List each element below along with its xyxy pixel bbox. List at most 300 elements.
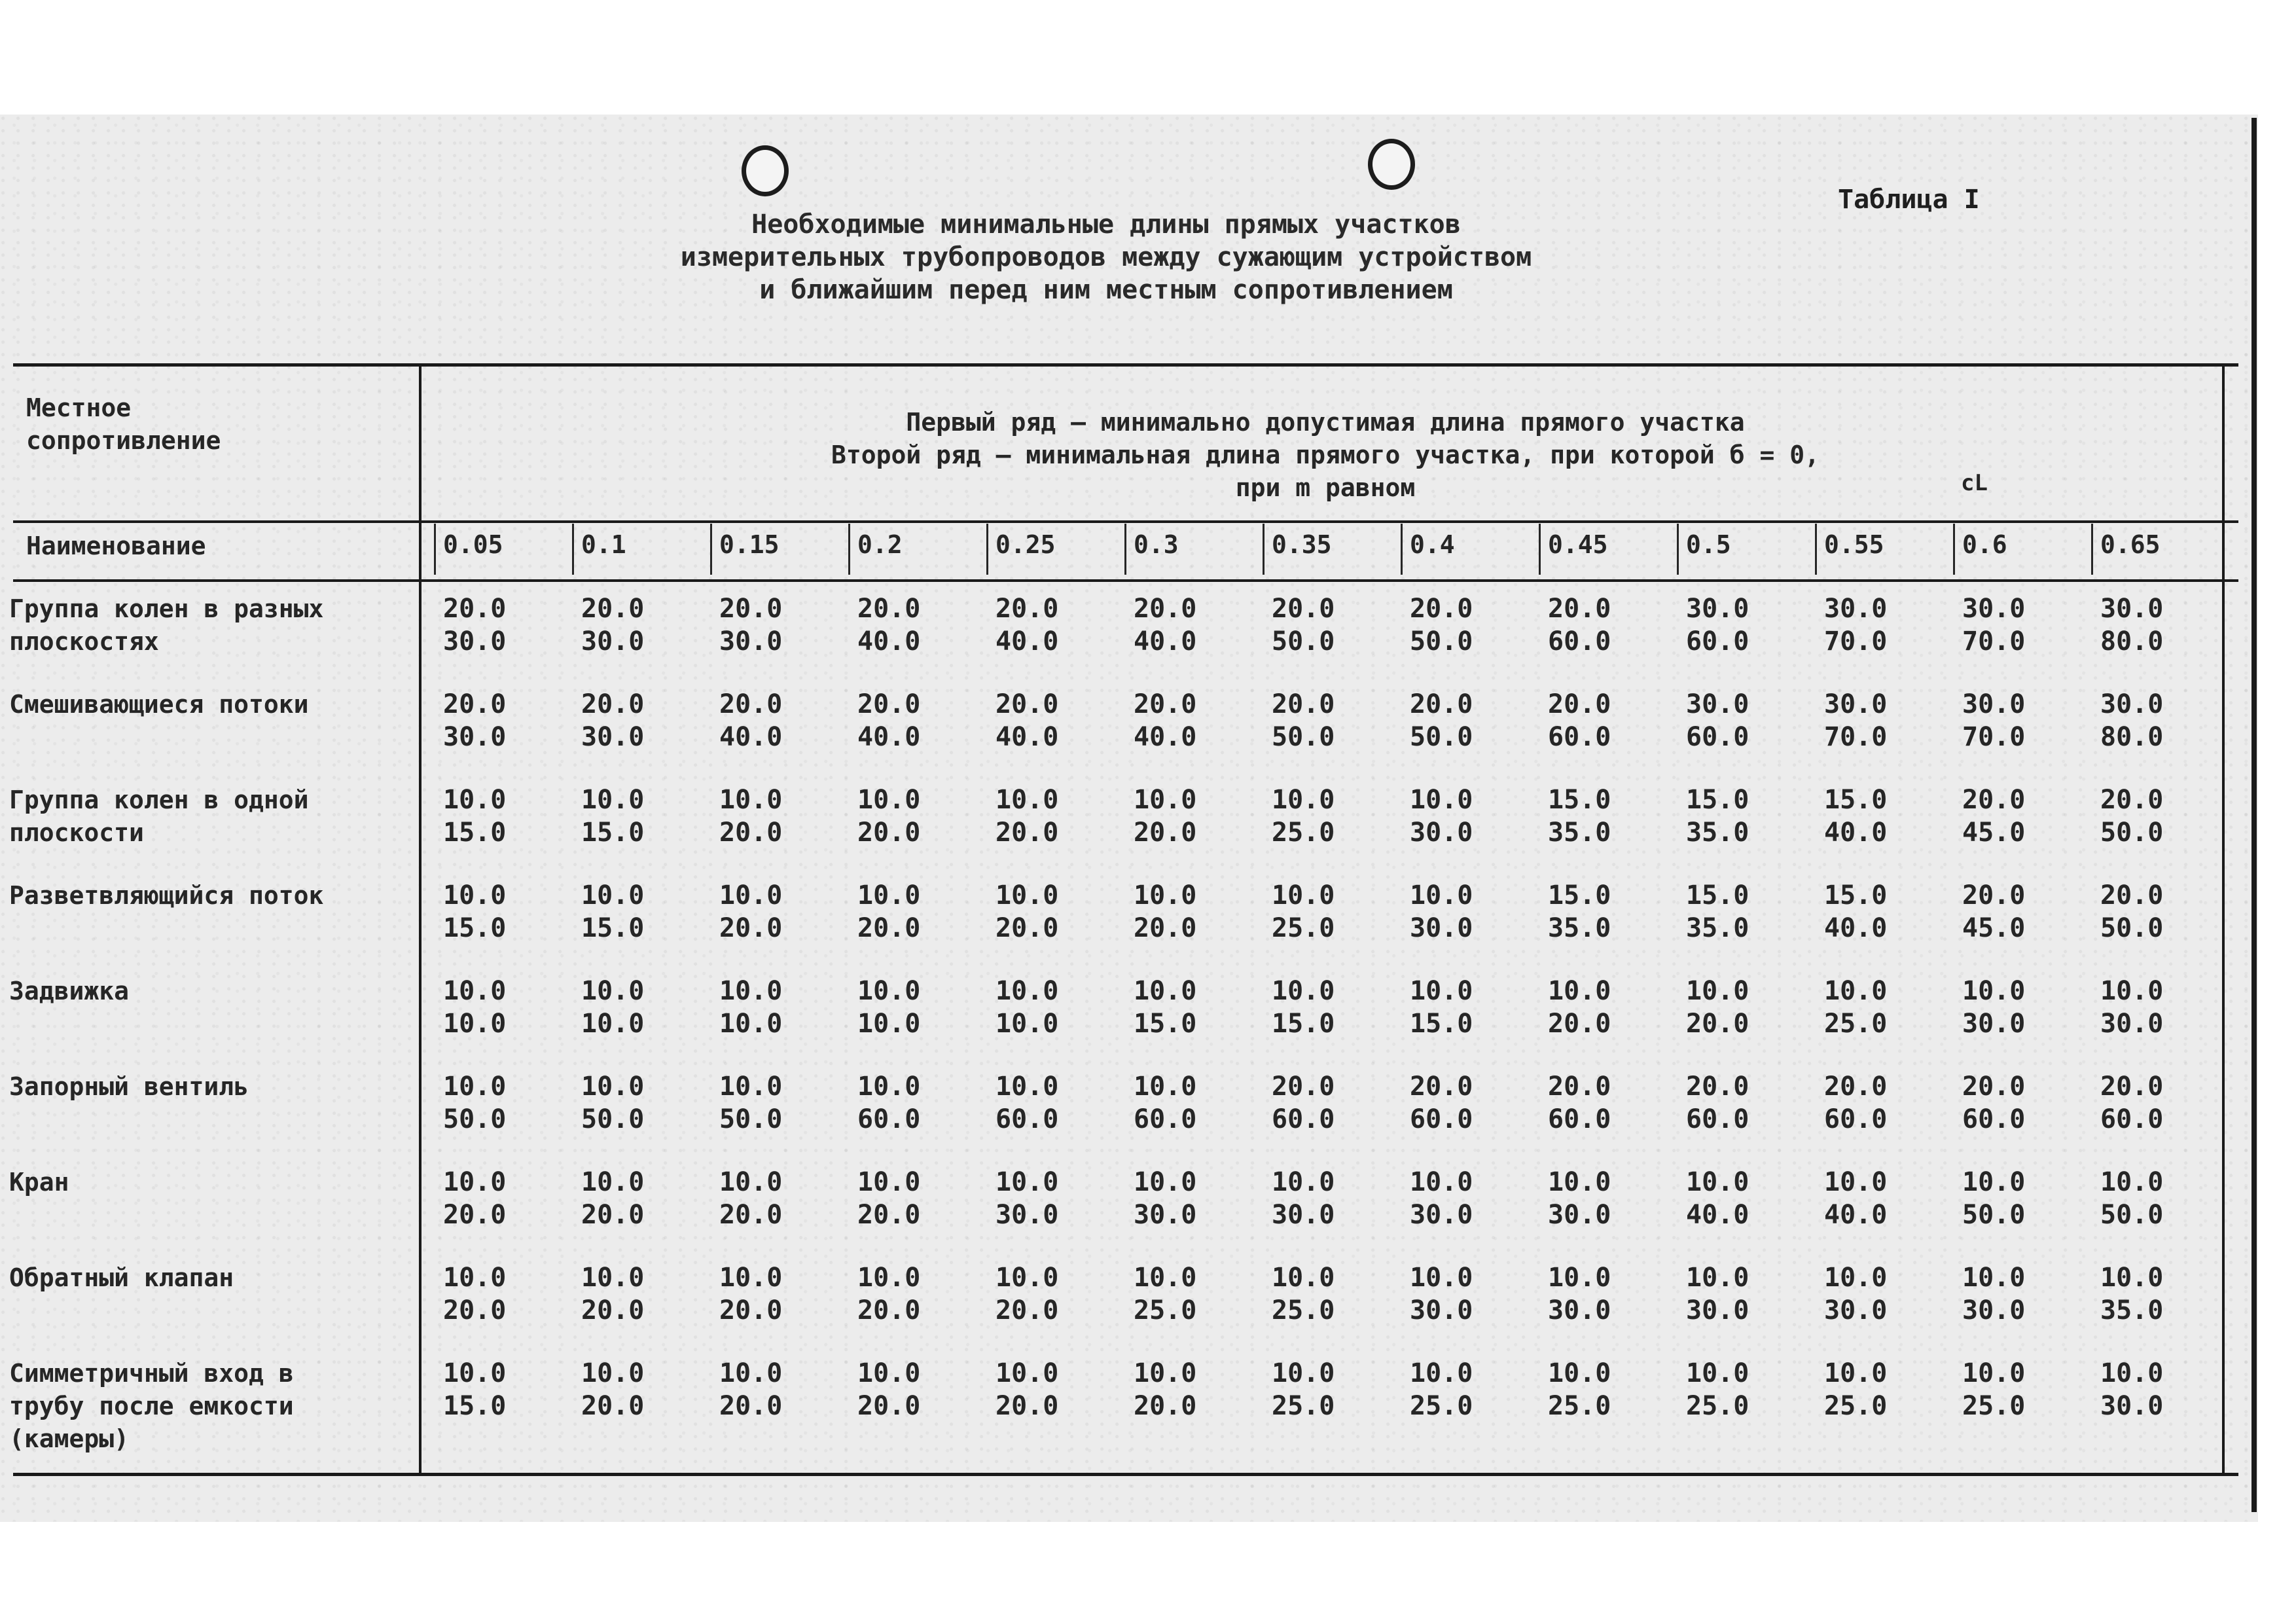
rows-explanation-header <box>425 406 2225 504</box>
second-row-value: 30.0 <box>443 626 507 657</box>
first-row-value: 10.0 <box>1686 1358 1749 1388</box>
second-row-value: 30.0 <box>1272 1200 1335 1230</box>
first-row-value: 10.0 <box>1410 880 1473 911</box>
title-line-3: и ближайшим перед ним местным сопротивлением <box>759 275 1453 305</box>
first-row-value: 20.0 <box>1962 785 2026 815</box>
first-row-value: 10.0 <box>719 880 783 911</box>
first-row-value: 20.0 <box>2100 880 2164 911</box>
second-row-value: 60.0 <box>1824 1104 1888 1134</box>
length-cell <box>1257 592 1382 658</box>
second-row-value: 20.0 <box>996 913 1059 943</box>
first-row-value: 10.0 <box>581 1358 645 1388</box>
binder-hole-left <box>742 145 789 196</box>
first-row-value: 10.0 <box>1272 976 1335 1006</box>
length-cell <box>1534 784 1658 849</box>
length-cell <box>2086 688 2210 753</box>
first-row-value: 10.0 <box>2100 976 2164 1006</box>
length-cell <box>1257 975 1382 1040</box>
length-cell <box>1534 975 1658 1040</box>
length-cell <box>1395 1166 1520 1231</box>
column-header-m: 0.4 <box>1410 530 1455 559</box>
binder-hole-right <box>1368 139 1415 190</box>
second-row-value: 20.0 <box>1134 1391 1197 1421</box>
length-cell <box>843 1166 967 1231</box>
first-row-value: 10.0 <box>1410 1167 1473 1197</box>
column-header-m: 0.15 <box>719 530 780 559</box>
table-top-rule <box>13 363 2238 367</box>
table-bottom-rule <box>13 1473 2238 1476</box>
resistance-name-line: Группа колен в разных <box>9 594 324 623</box>
first-row-value: 15.0 <box>1824 880 1888 911</box>
column-header-m: 0.05 <box>443 530 503 559</box>
second-row-value: 25.0 <box>1824 1009 1888 1039</box>
length-cell <box>429 688 553 753</box>
length-cell <box>705 1261 829 1327</box>
length-cell <box>567 688 691 753</box>
first-row-value: 10.0 <box>857 1358 921 1388</box>
length-cell <box>843 1357 967 1422</box>
second-row-value: 20.0 <box>996 818 1059 848</box>
first-row-value: 30.0 <box>1824 594 1888 624</box>
second-row-value: 10.0 <box>443 1009 507 1039</box>
first-row-value: 10.0 <box>719 1072 783 1102</box>
first-row-value: 10.0 <box>2100 1167 2164 1197</box>
second-row-value: 40.0 <box>1824 913 1888 943</box>
first-row-value: 20.0 <box>857 594 921 624</box>
first-row-value: 20.0 <box>857 689 921 719</box>
first-row-value: 10.0 <box>857 1263 921 1293</box>
resistance-name <box>9 1070 402 1103</box>
first-row-value: 30.0 <box>2100 594 2164 624</box>
length-cell <box>981 975 1105 1040</box>
length-cell <box>1395 784 1520 849</box>
column-header-m: 0.25 <box>996 530 1056 559</box>
first-row-value: 10.0 <box>1134 880 1197 911</box>
length-cell <box>1119 784 1244 849</box>
length-cell <box>1119 688 1244 753</box>
second-row-value: 30.0 <box>1410 1295 1473 1326</box>
second-row-value: 25.0 <box>1272 1391 1335 1421</box>
second-row-value: 30.0 <box>2100 1009 2164 1039</box>
second-row-value: 30.0 <box>1962 1009 2026 1039</box>
second-row-value: 60.0 <box>1686 626 1749 657</box>
first-row-value: 10.0 <box>996 1263 1059 1293</box>
second-row-value: 35.0 <box>1548 913 1611 943</box>
length-cell <box>1810 975 1934 1040</box>
length-cell <box>1810 1357 1934 1422</box>
first-row-value: 20.0 <box>581 689 645 719</box>
first-row-value: 10.0 <box>2100 1358 2164 1388</box>
first-row-value: 10.0 <box>1824 976 1888 1006</box>
first-row-value: 20.0 <box>1548 594 1611 624</box>
second-row-value: 30.0 <box>996 1200 1059 1230</box>
length-cell <box>1119 1166 1244 1231</box>
length-cell <box>1257 1070 1382 1136</box>
second-row-value: 70.0 <box>1824 626 1888 657</box>
second-row-value: 30.0 <box>2100 1391 2164 1421</box>
length-cell <box>1395 879 1520 945</box>
second-row-value: 25.0 <box>1272 1295 1335 1326</box>
name-column-header: Наименование <box>26 532 206 560</box>
left-header-line-2: сопротивление <box>26 426 221 455</box>
first-row-value: 10.0 <box>1134 1263 1197 1293</box>
length-cell <box>1672 1166 1796 1231</box>
first-row-value: 10.0 <box>857 1072 921 1102</box>
second-row-value: 60.0 <box>1548 1104 1611 1134</box>
second-row-value: 35.0 <box>2100 1295 2164 1326</box>
length-cell <box>2086 1166 2210 1231</box>
resistance-name <box>9 784 402 849</box>
second-row-value: 60.0 <box>1410 1104 1473 1134</box>
second-row-value: 30.0 <box>1134 1200 1197 1230</box>
first-row-value: 10.0 <box>581 1167 645 1197</box>
first-row-value: 10.0 <box>996 880 1059 911</box>
second-row-value: 60.0 <box>1962 1104 2026 1134</box>
second-row-value: 20.0 <box>857 913 921 943</box>
length-cell <box>1672 1261 1796 1327</box>
length-cell <box>1395 1357 1520 1422</box>
length-cell <box>981 1070 1105 1136</box>
table-number-label: Таблица I <box>1838 185 1980 215</box>
length-cell <box>1119 879 1244 945</box>
first-row-value: 10.0 <box>443 1167 507 1197</box>
length-cell <box>567 592 691 658</box>
first-row-value: 20.0 <box>1548 1072 1611 1102</box>
resistance-name-line: Группа колен в одной <box>9 785 309 814</box>
second-row-value: 20.0 <box>996 1295 1059 1326</box>
first-row-value: 20.0 <box>1134 594 1197 624</box>
column-header-m: 0.2 <box>857 530 903 559</box>
resistance-name-line: Кран <box>9 1168 69 1197</box>
length-cell <box>981 1261 1105 1327</box>
first-row-value: 10.0 <box>1272 880 1335 911</box>
first-row-value: 20.0 <box>443 689 507 719</box>
length-cell <box>429 592 553 658</box>
first-row-value: 20.0 <box>996 689 1059 719</box>
second-row-value: 50.0 <box>719 1104 783 1134</box>
second-row-value: 70.0 <box>1962 722 2026 752</box>
length-cell <box>2086 784 2210 849</box>
first-row-value: 10.0 <box>996 976 1059 1006</box>
length-cell <box>2086 879 2210 945</box>
second-row-value: 30.0 <box>1548 1200 1611 1230</box>
second-row-value: 60.0 <box>1548 626 1611 657</box>
top-header-line-3: при m равном <box>1235 473 1416 502</box>
length-cell <box>1257 879 1382 945</box>
first-row-value: 20.0 <box>581 594 645 624</box>
length-cell <box>705 784 829 849</box>
first-row-value: 10.0 <box>1410 785 1473 815</box>
first-row-value: 10.0 <box>581 1072 645 1102</box>
length-cell <box>1948 1166 2072 1231</box>
second-row-value: 50.0 <box>1272 722 1335 752</box>
second-row-value: 40.0 <box>996 722 1059 752</box>
first-row-value: 30.0 <box>2100 689 2164 719</box>
length-cell <box>1672 975 1796 1040</box>
left-header-line-1: Местное <box>26 393 132 422</box>
second-row-value: 20.0 <box>581 1295 645 1326</box>
first-row-value: 20.0 <box>1134 689 1197 719</box>
second-row-value: 60.0 <box>857 1104 921 1134</box>
second-row-value: 50.0 <box>1410 626 1473 657</box>
first-row-value: 10.0 <box>857 785 921 815</box>
first-row-value: 10.0 <box>1824 1167 1888 1197</box>
length-cell <box>1810 879 1934 945</box>
second-row-value: 70.0 <box>1962 626 2026 657</box>
length-cell <box>843 688 967 753</box>
first-row-value: 10.0 <box>1962 1358 2026 1388</box>
top-header-line-2: Второй ряд – минимальная длина прямого участка, при которой б = 0, <box>831 441 1820 469</box>
column-header-m: 0.1 <box>581 530 626 559</box>
second-row-value: 35.0 <box>1686 913 1749 943</box>
length-cell <box>567 1261 691 1327</box>
length-cell <box>705 1070 829 1136</box>
local-resistance-header <box>26 391 221 457</box>
first-row-value: 20.0 <box>719 689 783 719</box>
first-row-value: 10.0 <box>581 880 645 911</box>
first-row-value: 10.0 <box>1548 976 1611 1006</box>
length-cell <box>1534 1357 1658 1422</box>
length-cell <box>429 1357 553 1422</box>
second-row-value: 40.0 <box>1686 1200 1749 1230</box>
first-row-value: 10.0 <box>857 880 921 911</box>
second-row-value: 50.0 <box>2100 1200 2164 1230</box>
resistance-name <box>9 688 402 721</box>
first-row-value: 20.0 <box>1410 689 1473 719</box>
second-row-value: 60.0 <box>1272 1104 1335 1134</box>
second-row-value: 40.0 <box>1134 722 1197 752</box>
second-row-value: 50.0 <box>1410 722 1473 752</box>
first-row-value: 10.0 <box>857 1167 921 1197</box>
second-row-value: 30.0 <box>1686 1295 1749 1326</box>
length-cell <box>843 975 967 1040</box>
second-row-value: 40.0 <box>1824 1200 1888 1230</box>
second-row-value: 35.0 <box>1548 818 1611 848</box>
length-cell <box>1119 592 1244 658</box>
column-header-bottom-rule <box>13 579 2238 582</box>
first-row-value: 10.0 <box>996 785 1059 815</box>
second-row-value: 60.0 <box>1548 722 1611 752</box>
second-row-value: 30.0 <box>1548 1295 1611 1326</box>
first-row-value: 10.0 <box>443 1358 507 1388</box>
length-cell <box>1810 1261 1934 1327</box>
length-cell <box>2086 1261 2210 1327</box>
left-column-divider <box>419 363 422 1476</box>
first-row-value: 20.0 <box>2100 1072 2164 1102</box>
first-row-value: 10.0 <box>719 1358 783 1388</box>
length-cell <box>843 592 967 658</box>
length-cell <box>567 879 691 945</box>
resistance-name-line: Обратный клапан <box>9 1263 234 1292</box>
second-row-value: 15.0 <box>1272 1009 1335 1039</box>
first-row-value: 30.0 <box>1962 689 2026 719</box>
column-header-m: 0.5 <box>1686 530 1731 559</box>
second-row-value: 20.0 <box>1134 913 1197 943</box>
length-cell <box>1534 879 1658 945</box>
second-row-value: 20.0 <box>857 1200 921 1230</box>
first-row-value: 10.0 <box>1686 976 1749 1006</box>
first-row-value: 10.0 <box>1134 1358 1197 1388</box>
first-row-value: 10.0 <box>1134 976 1197 1006</box>
resistance-name-line: Смешивающиеся потоки <box>9 690 309 719</box>
length-cell <box>429 1261 553 1327</box>
second-row-value: 15.0 <box>443 1391 507 1421</box>
length-cell <box>1257 784 1382 849</box>
first-row-value: 15.0 <box>1548 785 1611 815</box>
first-row-value: 20.0 <box>2100 785 2164 815</box>
second-row-value: 15.0 <box>1134 1009 1197 1039</box>
first-row-value: 20.0 <box>1272 594 1335 624</box>
first-row-value: 10.0 <box>1134 785 1197 815</box>
sheet-edge-shadow <box>2251 118 2257 1512</box>
length-cell <box>1534 1166 1658 1231</box>
length-cell <box>1948 784 2072 849</box>
second-row-value: 25.0 <box>1272 818 1335 848</box>
delta-subscript: cL <box>1961 470 1988 496</box>
length-cell <box>705 975 829 1040</box>
length-cell <box>981 784 1105 849</box>
first-row-value: 10.0 <box>719 1263 783 1293</box>
length-cell <box>1257 1261 1382 1327</box>
second-row-value: 25.0 <box>1824 1391 1888 1421</box>
second-row-value: 60.0 <box>1686 1104 1749 1134</box>
second-row-value: 15.0 <box>443 818 507 848</box>
column-header-m: 0.3 <box>1134 530 1179 559</box>
length-cell <box>1810 688 1934 753</box>
length-cell <box>1534 1261 1658 1327</box>
second-row-value: 60.0 <box>996 1104 1059 1134</box>
second-row-value: 10.0 <box>857 1009 921 1039</box>
second-row-value: 30.0 <box>581 626 645 657</box>
first-row-value: 10.0 <box>1548 1263 1611 1293</box>
second-row-value: 20.0 <box>719 1200 783 1230</box>
second-row-value: 30.0 <box>1410 818 1473 848</box>
resistance-name-line: (камеры) <box>9 1424 130 1453</box>
second-row-value: 30.0 <box>1410 1200 1473 1230</box>
second-row-value: 30.0 <box>719 626 783 657</box>
length-cell <box>429 879 553 945</box>
second-row-value: 30.0 <box>581 722 645 752</box>
second-row-value: 60.0 <box>2100 1104 2164 1134</box>
length-cell <box>705 879 829 945</box>
first-row-value: 10.0 <box>581 785 645 815</box>
length-cell <box>1534 688 1658 753</box>
second-row-value: 30.0 <box>1962 1295 2026 1326</box>
second-row-value: 15.0 <box>1410 1009 1473 1039</box>
first-row-value: 10.0 <box>1134 1072 1197 1102</box>
second-row-value: 20.0 <box>1134 818 1197 848</box>
first-row-value: 20.0 <box>1962 1072 2026 1102</box>
second-row-value: 20.0 <box>719 1391 783 1421</box>
second-row-value: 25.0 <box>1272 913 1335 943</box>
second-row-value: 40.0 <box>996 626 1059 657</box>
resistance-name-line: плоскости <box>9 818 144 847</box>
length-cell <box>1395 975 1520 1040</box>
second-row-value: 15.0 <box>581 913 645 943</box>
second-row-value: 10.0 <box>581 1009 645 1039</box>
first-row-value: 10.0 <box>1410 1263 1473 1293</box>
second-row-value: 15.0 <box>443 913 507 943</box>
second-row-value: 40.0 <box>1134 626 1197 657</box>
second-row-value: 20.0 <box>719 1295 783 1326</box>
first-row-value: 20.0 <box>1686 1072 1749 1102</box>
first-row-value: 20.0 <box>1272 689 1335 719</box>
second-row-value: 80.0 <box>2100 626 2164 657</box>
second-row-value: 50.0 <box>1962 1200 2026 1230</box>
length-cell <box>1119 975 1244 1040</box>
second-row-value: 30.0 <box>1410 913 1473 943</box>
second-row-value: 45.0 <box>1962 913 2026 943</box>
length-cell <box>1257 1357 1382 1422</box>
resistance-name-line: Симметричный вход в <box>9 1359 294 1388</box>
length-cell <box>2086 975 2210 1040</box>
length-cell <box>705 688 829 753</box>
table-title <box>367 208 1846 306</box>
first-row-value: 10.0 <box>1962 976 2026 1006</box>
length-cell <box>1948 879 2072 945</box>
length-cell <box>567 1070 691 1136</box>
second-row-value: 20.0 <box>857 1295 921 1326</box>
first-row-value: 10.0 <box>1272 785 1335 815</box>
first-row-value: 10.0 <box>1686 1263 1749 1293</box>
length-cell <box>1534 592 1658 658</box>
column-header-m: 0.45 <box>1548 530 1608 559</box>
length-cell <box>1672 592 1796 658</box>
length-cell <box>1948 1070 2072 1136</box>
first-row-value: 20.0 <box>1272 1072 1335 1102</box>
length-cell <box>1948 688 2072 753</box>
first-row-value: 30.0 <box>1824 689 1888 719</box>
second-row-value: 20.0 <box>443 1295 507 1326</box>
first-row-value: 30.0 <box>1686 689 1749 719</box>
second-row-value: 20.0 <box>857 1391 921 1421</box>
second-row-value: 40.0 <box>719 722 783 752</box>
first-row-value: 10.0 <box>1272 1358 1335 1388</box>
length-cell <box>567 1166 691 1231</box>
length-cell <box>1672 1357 1796 1422</box>
length-cell <box>843 1261 967 1327</box>
header-bottom-rule <box>13 520 2238 523</box>
first-row-value: 10.0 <box>719 785 783 815</box>
first-row-value: 10.0 <box>581 1263 645 1293</box>
length-cell <box>1119 1261 1244 1327</box>
length-cell <box>1810 592 1934 658</box>
first-row-value: 10.0 <box>443 880 507 911</box>
length-cell <box>1534 1070 1658 1136</box>
length-cell <box>705 1357 829 1422</box>
second-row-value: 10.0 <box>719 1009 783 1039</box>
second-row-value: 25.0 <box>1134 1295 1197 1326</box>
resistance-name-line: Задвижка <box>9 977 130 1005</box>
length-cell <box>1948 592 2072 658</box>
first-row-value: 15.0 <box>1824 785 1888 815</box>
length-cell <box>1948 1357 2072 1422</box>
second-row-value: 20.0 <box>719 913 783 943</box>
length-cell <box>981 592 1105 658</box>
second-row-value: 60.0 <box>1686 722 1749 752</box>
length-cell <box>1810 784 1934 849</box>
first-row-value: 10.0 <box>1410 976 1473 1006</box>
first-row-value: 30.0 <box>1686 594 1749 624</box>
resistance-name <box>9 879 402 912</box>
first-row-value: 10.0 <box>1824 1358 1888 1388</box>
resistance-name <box>9 592 402 658</box>
resistance-name-line: Разветвляющийся поток <box>9 881 324 910</box>
first-row-value: 15.0 <box>1686 880 1749 911</box>
first-row-value: 10.0 <box>996 1358 1059 1388</box>
second-row-value: 45.0 <box>1962 818 2026 848</box>
first-row-value: 10.0 <box>443 1072 507 1102</box>
